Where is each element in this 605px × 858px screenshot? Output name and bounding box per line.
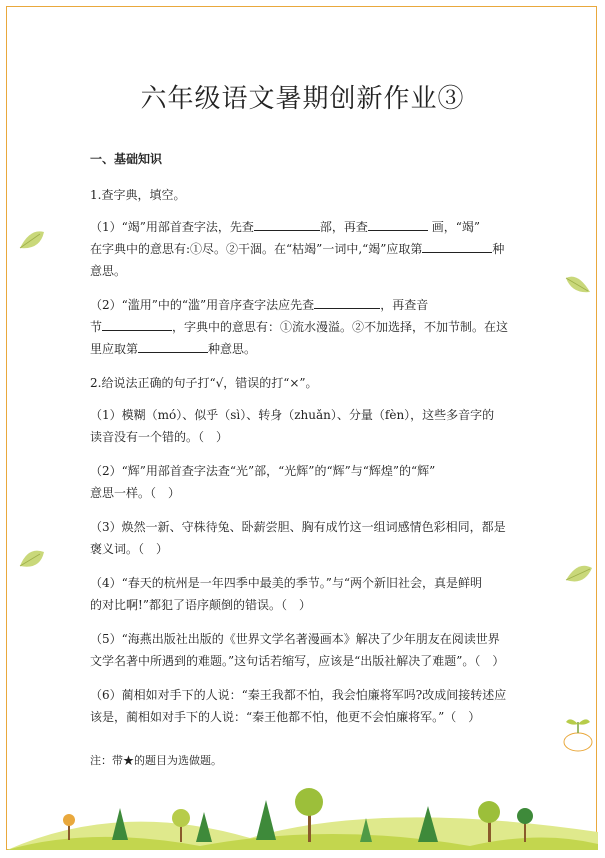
item-text: 节: [90, 320, 103, 334]
sprout-cloud-icon: [564, 719, 592, 751]
answer-blank[interactable]: [368, 216, 428, 231]
question-item: [90, 684, 520, 728]
item-line[interactable]: 意思一样。（ ）: [90, 486, 181, 500]
item-line[interactable]: 的对比啊!”都犯了语序颠倒的错误。（ ）: [90, 598, 311, 612]
section-heading: 一、基础知识: [90, 152, 163, 166]
question-item: [90, 404, 520, 448]
item-text: 意思。: [90, 264, 127, 278]
answer-blank[interactable]: [102, 316, 172, 331]
answer-blank[interactable]: [314, 294, 380, 309]
question-item: [90, 460, 520, 504]
question-item: [90, 572, 520, 616]
leaf-icon: [20, 231, 44, 248]
item-text: ，再查音: [380, 298, 429, 312]
leaf-icon: [20, 551, 44, 567]
item-line: （5）“海燕出版社出版的《世界文学名著漫画本》解决了少年朋友在阅读世界: [90, 632, 500, 646]
footnote: 注：带★的题目为选做题。: [90, 754, 222, 767]
question-item: [90, 516, 520, 560]
pine-tree-icon: [256, 800, 276, 840]
item-text: 种意思。: [208, 342, 257, 356]
hills-decoration: [7, 817, 598, 850]
item-text: 里应取第: [90, 342, 139, 356]
question-item: [90, 216, 520, 282]
item-line[interactable]: 该是，蔺相如对手下的人说：“秦王他都不怕，他更不会怕廉将军。”（ ）: [90, 710, 481, 724]
item-line[interactable]: 褒义词。（ ）: [90, 542, 169, 556]
item-line: （6）蔺相如对手下的人说：“秦王我都不怕，我会怕廉将军吗?改成间接转述应: [90, 688, 507, 702]
item-text: （2）“滥用”中的“滥”用音序查字法应先查: [90, 298, 315, 312]
item-line: （4）“春天的杭州是一年四季中最美的季节。”与“两个新旧社会，真是鲜明: [90, 576, 483, 590]
item-line[interactable]: 文学名著中所遇到的难题。”这句话若缩写，应该是“出版社解决了难题”。（ ）: [90, 654, 505, 668]
question-item: [90, 294, 520, 360]
question-heading: 1.查字典，填空。: [90, 188, 186, 202]
item-line[interactable]: 读音没有一个错的。（ ）: [90, 430, 229, 444]
item-text: （1）“竭”用部首查字法，先查: [90, 220, 254, 234]
worksheet-content: [90, 148, 520, 740]
answer-blank[interactable]: [422, 238, 492, 253]
item-text: 部，再查: [319, 220, 368, 234]
leaf-icon: [566, 277, 590, 293]
item-text: ，字典中的意思有：①流水漫溢。②不加选择，不加节制。在这: [172, 320, 509, 334]
item-text: 在字典中的意思有:①尽。②干涸。在“枯竭”一词中,“竭”应取第: [90, 242, 423, 256]
item-line: （3）焕然一新、守株待兔、卧薪尝胆、胸有成竹这一组词感情色彩相同，都是: [90, 520, 506, 534]
item-line: （1）模糊（mó）、似乎（sì）、转身（zhuǎn）、分量（fèn），这些多音字的: [90, 408, 495, 422]
item-text: 种: [492, 242, 505, 256]
page-title: 六年级语文暑期创新作业③: [140, 84, 465, 114]
leaf-icon: [566, 566, 592, 582]
item-line: （2）“辉”用部首查字法查“光”部，“光辉”的“辉”与“辉煌”的“辉”: [90, 464, 436, 478]
answer-blank[interactable]: [138, 338, 208, 353]
question-item: [90, 628, 520, 672]
question-heading: 2.给说法正确的句子打“√，错误的打“×”。: [90, 376, 318, 390]
answer-blank[interactable]: [254, 216, 320, 231]
item-text: 画，“竭”: [431, 220, 481, 234]
